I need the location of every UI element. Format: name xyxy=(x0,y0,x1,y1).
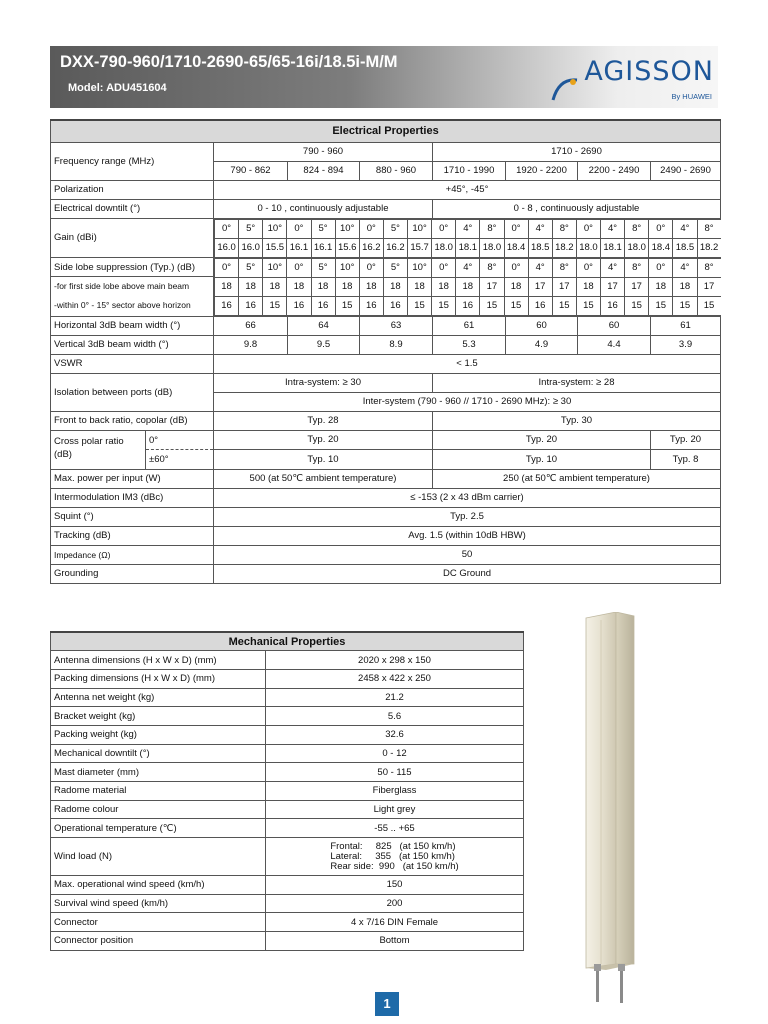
table-row xyxy=(51,632,524,651)
electrical-properties-table xyxy=(50,119,721,584)
ftb-high: Typ. 30 xyxy=(433,411,721,430)
sidelobe-within-value: 15 xyxy=(697,296,721,315)
sub-band-range: 1710 - 1990 xyxy=(433,161,506,180)
sidelobe-tilt: 8° xyxy=(552,258,576,277)
mechanical-value: 32.6 xyxy=(266,725,524,744)
agisson-logo xyxy=(543,46,718,108)
brand-subtitle: By HUAWEI xyxy=(671,92,712,101)
gain-tilt: 4° xyxy=(456,219,480,238)
table-row xyxy=(51,142,721,161)
hbw-value: 66 xyxy=(214,316,288,335)
sidelobe-first-value: 18 xyxy=(649,277,673,296)
gain-tilt: 4° xyxy=(673,219,697,238)
gain-value: 18.0 xyxy=(576,238,600,257)
sidelobe-first-value: 17 xyxy=(601,277,625,296)
sidelobe-first-value: 17 xyxy=(528,277,552,296)
gain-tilt: 4° xyxy=(601,219,625,238)
sidelobe-tilt: 10° xyxy=(335,258,359,277)
sidelobe-tilt: 4° xyxy=(673,258,697,277)
sidelobe-first-value: 18 xyxy=(311,277,335,296)
sidelobe-tilt: 0° xyxy=(432,258,456,277)
sub-band-range: 2490 - 2690 xyxy=(651,161,721,180)
mechanical-properties-table xyxy=(50,631,524,951)
gain-tilt: 5° xyxy=(311,219,335,238)
table-row xyxy=(51,488,721,507)
gain-tilt: 5° xyxy=(239,219,263,238)
im3-label: Intermodulation IM3 (dBc) xyxy=(51,488,214,507)
sidelobe-first-value: 18 xyxy=(456,277,480,296)
sub-band-range: 880 - 960 xyxy=(360,161,433,180)
gain-value: 18.1 xyxy=(456,238,480,257)
vbw-value: 9.8 xyxy=(214,335,288,354)
table-row xyxy=(51,800,524,819)
sidelobe-tilt: 4° xyxy=(456,258,480,277)
grid-row xyxy=(215,219,721,238)
mechanical-label: Connector position xyxy=(51,932,266,951)
cross-polar-label: Cross polar ratio (dB) xyxy=(54,435,124,460)
table-row xyxy=(51,120,721,142)
polarization-value: +45°, -45° xyxy=(214,180,721,199)
gain-tilt: 0° xyxy=(649,219,673,238)
gain-tilt: 10° xyxy=(263,219,287,238)
gain-value: 18.2 xyxy=(552,238,576,257)
mechanical-label: Packing weight (kg) xyxy=(51,725,266,744)
gain-value: 18.5 xyxy=(673,238,697,257)
high-band-range: 1710 - 2690 xyxy=(433,142,721,161)
mechanical-label: Radome material xyxy=(51,782,266,801)
downtilt-high: 0 - 8 , continuously adjustable xyxy=(433,199,721,218)
vbw-value: 3.9 xyxy=(651,335,721,354)
model-number: Model: ADU451604 xyxy=(68,82,167,94)
gain-tilt: 0° xyxy=(504,219,528,238)
sidelobe-first-value: 18 xyxy=(263,277,287,296)
mechanical-value: Fiberglass xyxy=(266,782,524,801)
cross-polar-angle-60: ±60° xyxy=(149,453,169,465)
tracking-value: Avg. 1.5 (within 10dB HBW) xyxy=(214,526,721,545)
sidelobe-within-value: 15 xyxy=(576,296,600,315)
tilt-value-grid xyxy=(214,219,721,258)
isolation-inter: Inter-system (790 - 960 // 1710 - 2690 MHz): ≥ 30 xyxy=(214,392,721,411)
tracking-label: Tracking (dB) xyxy=(51,526,214,545)
squint-label: Squint (°) xyxy=(51,507,214,526)
table-row xyxy=(51,316,721,335)
sidelobe-tilt: 0° xyxy=(215,258,239,277)
isolation-intra-low: Intra-system: ≥ 30 xyxy=(214,373,433,392)
table-row xyxy=(51,838,524,876)
mechanical-value: 2020 x 298 x 150 xyxy=(266,651,524,670)
mechanical-label: Mast diameter (mm) xyxy=(51,763,266,782)
gain-tilt: 0° xyxy=(359,219,383,238)
sidelobe-tilt: 5° xyxy=(239,258,263,277)
wind-load-line: Frontal: 825 (at 150 km/h) xyxy=(330,840,456,852)
cross-polar-mid-0: Typ. 20 xyxy=(433,430,651,450)
electrical-section-title: Electrical Properties xyxy=(51,120,721,142)
table-row xyxy=(51,411,721,430)
table-row xyxy=(51,430,721,450)
sidelobe-tilt: 0° xyxy=(359,258,383,277)
gain-tilt: 8° xyxy=(625,219,649,238)
downtilt-low: 0 - 10 , continuously adjustable xyxy=(214,199,433,218)
gain-tilt: 8° xyxy=(697,219,721,238)
sub-band-range: 790 - 862 xyxy=(214,161,288,180)
sub-band-range: 824 - 894 xyxy=(288,161,360,180)
downtilt-label: Electrical downtilt (°) xyxy=(51,199,214,218)
cross-polar-angle-0: 0° xyxy=(146,431,213,450)
gain-tilt: 5° xyxy=(383,219,407,238)
mechanical-value: Bottom xyxy=(266,932,524,951)
nested-grid-cell xyxy=(214,218,721,258)
grid-row xyxy=(215,238,721,257)
sidelobe-first-value: 18 xyxy=(335,277,359,296)
gain-value: 18.4 xyxy=(649,238,673,257)
sidelobe-tilt: 0° xyxy=(287,258,311,277)
table-row xyxy=(51,526,721,545)
impedance-label: Impedance (Ω) xyxy=(51,545,214,564)
table-row xyxy=(51,469,721,488)
brand-name: AGISSON xyxy=(584,56,714,87)
mechanical-label: Bracket weight (kg) xyxy=(51,707,266,726)
sidelobe-first-value: 17 xyxy=(625,277,649,296)
gain-value: 18.0 xyxy=(432,238,456,257)
sidelobe-within-value: 15 xyxy=(673,296,697,315)
vbw-value: 8.9 xyxy=(360,335,433,354)
sidelobe-within-value: 16 xyxy=(359,296,383,315)
frequency-range-label: Frequency range (MHz) xyxy=(51,142,214,180)
sidelobe-within-value: 16 xyxy=(528,296,552,315)
sub-band-range: 2200 - 2490 xyxy=(578,161,651,180)
gain-label: Gain (dBi) xyxy=(51,218,214,258)
gain-value: 18.0 xyxy=(625,238,649,257)
hbw-value: 60 xyxy=(506,316,578,335)
antenna-image xyxy=(570,612,660,1012)
gain-value: 18.0 xyxy=(480,238,504,257)
table-row xyxy=(51,354,721,373)
max-power-high: 250 (at 50℃ ambient temperature) xyxy=(433,469,721,488)
vbw-label: Vertical 3dB beam width (°) xyxy=(51,335,214,354)
grounding-value: DC Ground xyxy=(214,564,721,583)
mechanical-value: 21.2 xyxy=(266,688,524,707)
hbw-value: 61 xyxy=(433,316,506,335)
mechanical-value: -55 .. +65 xyxy=(266,819,524,838)
impedance-value: 50 xyxy=(214,545,721,564)
vbw-value: 4.4 xyxy=(578,335,651,354)
sidelobe-tilt: 10° xyxy=(408,258,432,277)
sidelobe-within-value: 15 xyxy=(263,296,287,315)
gain-value: 16.1 xyxy=(287,238,311,257)
table-row xyxy=(51,782,524,801)
sidelobe-within-value: 16 xyxy=(456,296,480,315)
mechanical-label: Packing dimensions (H x W x D) (mm) xyxy=(51,669,266,688)
hbw-value: 63 xyxy=(360,316,433,335)
document-header xyxy=(50,46,718,108)
wind-load-lines xyxy=(330,842,458,872)
logo-swoosh-icon xyxy=(551,74,581,104)
sidelobe-tilt: 4° xyxy=(601,258,625,277)
sidelobe-first-value: 17 xyxy=(552,277,576,296)
table-row xyxy=(51,258,721,317)
table-row xyxy=(51,763,524,782)
ftb-label: Front to back ratio, copolar (dB) xyxy=(51,411,214,430)
mechanical-label: Connector xyxy=(51,913,266,932)
gain-tilt: 10° xyxy=(335,219,359,238)
hbw-value: 64 xyxy=(288,316,360,335)
product-title: DXX-790-960/1710-2690-65/65-16i/18.5i-M/M xyxy=(60,53,398,71)
table-row xyxy=(51,707,524,726)
table-row xyxy=(51,932,524,951)
table-row xyxy=(51,913,524,932)
sidelobe-tilt: 0° xyxy=(649,258,673,277)
grounding-label: Grounding xyxy=(51,564,214,583)
gain-value: 18.5 xyxy=(528,238,552,257)
table-row xyxy=(51,894,524,913)
page-number: 1 xyxy=(375,992,399,1016)
gain-value: 18.1 xyxy=(601,238,625,257)
gain-tilt: 0° xyxy=(215,219,239,238)
sidelobe-within-value: 15 xyxy=(649,296,673,315)
sidelobe-tilt: 8° xyxy=(480,258,504,277)
vswr-label: VSWR xyxy=(51,354,214,373)
gain-tilt: 10° xyxy=(408,219,432,238)
mechanical-value: 200 xyxy=(266,894,524,913)
nested-grid-cell xyxy=(214,258,721,317)
sidelobe-tilt: 4° xyxy=(528,258,552,277)
sidelobe-within-value: 16 xyxy=(311,296,335,315)
mechanical-value: Light grey xyxy=(266,800,524,819)
vbw-value: 4.9 xyxy=(506,335,578,354)
sidelobe-tilt: 0° xyxy=(576,258,600,277)
gain-value: 18.2 xyxy=(697,238,721,257)
mechanical-section-title: Mechanical Properties xyxy=(51,632,524,651)
hbw-value: 60 xyxy=(578,316,651,335)
sidelobe-first-value: 17 xyxy=(480,277,504,296)
sidelobe-label: Side lobe suppression (Typ.) (dB) xyxy=(51,258,213,277)
sidelobe-first-value: 18 xyxy=(673,277,697,296)
cross-polar-low-0: Typ. 20 xyxy=(214,430,433,450)
table-row xyxy=(51,819,524,838)
gain-tilt: 0° xyxy=(287,219,311,238)
gain-tilt: 0° xyxy=(576,219,600,238)
gain-value: 15.5 xyxy=(263,238,287,257)
vswr-value: < 1.5 xyxy=(214,354,721,373)
mechanical-label: Antenna dimensions (H x W x D) (mm) xyxy=(51,651,266,670)
gain-value: 18.4 xyxy=(504,238,528,257)
polarization-label: Polarization xyxy=(51,180,214,199)
gain-tilt: 4° xyxy=(528,219,552,238)
sidelobe-within-value: 15 xyxy=(552,296,576,315)
sidelobe-tilt: 0° xyxy=(504,258,528,277)
table-row xyxy=(51,180,721,199)
wind-load-line: Rear side: 990 (at 150 km/h) xyxy=(330,860,459,872)
sidelobe-within-value: 16 xyxy=(239,296,263,315)
table-row xyxy=(51,564,721,583)
sidelobe-first-value: 18 xyxy=(576,277,600,296)
sidelobe-within-value: 15 xyxy=(408,296,432,315)
mechanical-value: 0 - 12 xyxy=(266,744,524,763)
sidelobe-tilt: 8° xyxy=(697,258,721,277)
sidelobe-tilt: 5° xyxy=(383,258,407,277)
table-row xyxy=(51,688,524,707)
sidelobe-first-value: 18 xyxy=(287,277,311,296)
mechanical-label: Max. operational wind speed (km/h) xyxy=(51,876,266,895)
grid-row xyxy=(215,296,721,315)
mechanical-label: Mechanical downtilt (°) xyxy=(51,744,266,763)
grid-row xyxy=(215,258,721,277)
gain-value: 16.2 xyxy=(383,238,407,257)
gain-tilt: 8° xyxy=(552,219,576,238)
table-row xyxy=(51,373,721,392)
mechanical-value: 5.6 xyxy=(266,707,524,726)
im3-value: ≤ -153 (2 x 43 dBm carrier) xyxy=(214,488,721,507)
wind-load-value xyxy=(266,838,524,876)
sidelobe-first-value: 18 xyxy=(239,277,263,296)
table-row xyxy=(51,669,524,688)
isolation-intra-high: Intra-system: ≥ 28 xyxy=(433,373,721,392)
sidelobe-first-value: 18 xyxy=(383,277,407,296)
ftb-low: Typ. 28 xyxy=(214,411,433,430)
cross-polar-label-cell xyxy=(51,430,214,469)
table-row xyxy=(51,725,524,744)
max-power-low: 500 (at 50℃ ambient temperature) xyxy=(214,469,433,488)
table-row xyxy=(51,545,721,564)
sidelobe-within-label: -within 0° - 15° sector above horizon xyxy=(54,300,191,311)
low-band-range: 790 - 960 xyxy=(214,142,433,161)
table-row xyxy=(51,199,721,218)
mechanical-value: 50 - 115 xyxy=(266,763,524,782)
sidelobe-first-value: 18 xyxy=(408,277,432,296)
cross-polar-last-0: Typ. 20 xyxy=(651,430,721,450)
cross-polar-last-60: Typ. 8 xyxy=(651,450,721,470)
gain-value: 16.0 xyxy=(215,238,239,257)
wind-load-label: Wind load (N) xyxy=(51,838,266,876)
mechanical-label: Radome colour xyxy=(51,800,266,819)
sidelobe-within-value: 16 xyxy=(287,296,311,315)
sidelobe-label-cell xyxy=(51,258,214,317)
sidelobe-within-value: 15 xyxy=(480,296,504,315)
gain-value: 15.6 xyxy=(335,238,359,257)
sidelobe-tilt: 5° xyxy=(311,258,335,277)
isolation-label: Isolation between ports (dB) xyxy=(51,373,214,411)
sidelobe-within-value: 15 xyxy=(625,296,649,315)
sidelobe-within-value: 15 xyxy=(335,296,359,315)
mechanical-value: 150 xyxy=(266,876,524,895)
tilt-value-grid xyxy=(214,258,721,316)
sidelobe-within-value: 16 xyxy=(601,296,625,315)
vbw-value: 9.5 xyxy=(288,335,360,354)
gain-tilt: 8° xyxy=(480,219,504,238)
sidelobe-first-value: 18 xyxy=(504,277,528,296)
cross-polar-mid-60: Typ. 10 xyxy=(433,450,651,470)
table-row xyxy=(51,744,524,763)
sidelobe-first-value: 18 xyxy=(432,277,456,296)
sidelobe-first-value: 17 xyxy=(697,277,721,296)
gain-value: 15.7 xyxy=(408,238,432,257)
gain-tilt: 0° xyxy=(432,219,456,238)
sub-band-range: 1920 - 2200 xyxy=(506,161,578,180)
table-row xyxy=(51,651,524,670)
grid-row xyxy=(215,277,721,296)
gain-value: 16.1 xyxy=(311,238,335,257)
wind-load-line: Lateral: 355 (at 150 km/h) xyxy=(330,850,455,862)
sidelobe-within-value: 15 xyxy=(432,296,456,315)
table-row xyxy=(51,218,721,258)
sidelobe-tilt: 10° xyxy=(263,258,287,277)
hbw-value: 61 xyxy=(651,316,721,335)
table-row xyxy=(51,507,721,526)
mechanical-label: Survival wind speed (km/h) xyxy=(51,894,266,913)
max-power-label: Max. power per input (W) xyxy=(51,469,214,488)
hbw-label: Horizontal 3dB beam width (°) xyxy=(51,316,214,335)
table-row xyxy=(51,876,524,895)
gain-value: 16.2 xyxy=(359,238,383,257)
gain-value: 16.0 xyxy=(239,238,263,257)
sidelobe-first-value: 18 xyxy=(359,277,383,296)
sidelobe-first-label: -for first side lobe above main beam xyxy=(54,281,190,292)
sidelobe-first-value: 18 xyxy=(215,277,239,296)
sidelobe-within-value: 16 xyxy=(383,296,407,315)
vbw-value: 5.3 xyxy=(433,335,506,354)
mechanical-value: 4 x 7/16 DIN Female xyxy=(266,913,524,932)
sidelobe-within-value: 15 xyxy=(504,296,528,315)
mechanical-value: 2458 x 422 x 250 xyxy=(266,669,524,688)
sidelobe-tilt: 8° xyxy=(625,258,649,277)
table-row xyxy=(51,335,721,354)
cross-polar-low-60: Typ. 10 xyxy=(214,450,433,470)
mechanical-label: Operational temperature (℃) xyxy=(51,819,266,838)
squint-value: Typ. 2.5 xyxy=(214,507,721,526)
mechanical-label: Antenna net weight (kg) xyxy=(51,688,266,707)
sidelobe-within-value: 16 xyxy=(215,296,239,315)
